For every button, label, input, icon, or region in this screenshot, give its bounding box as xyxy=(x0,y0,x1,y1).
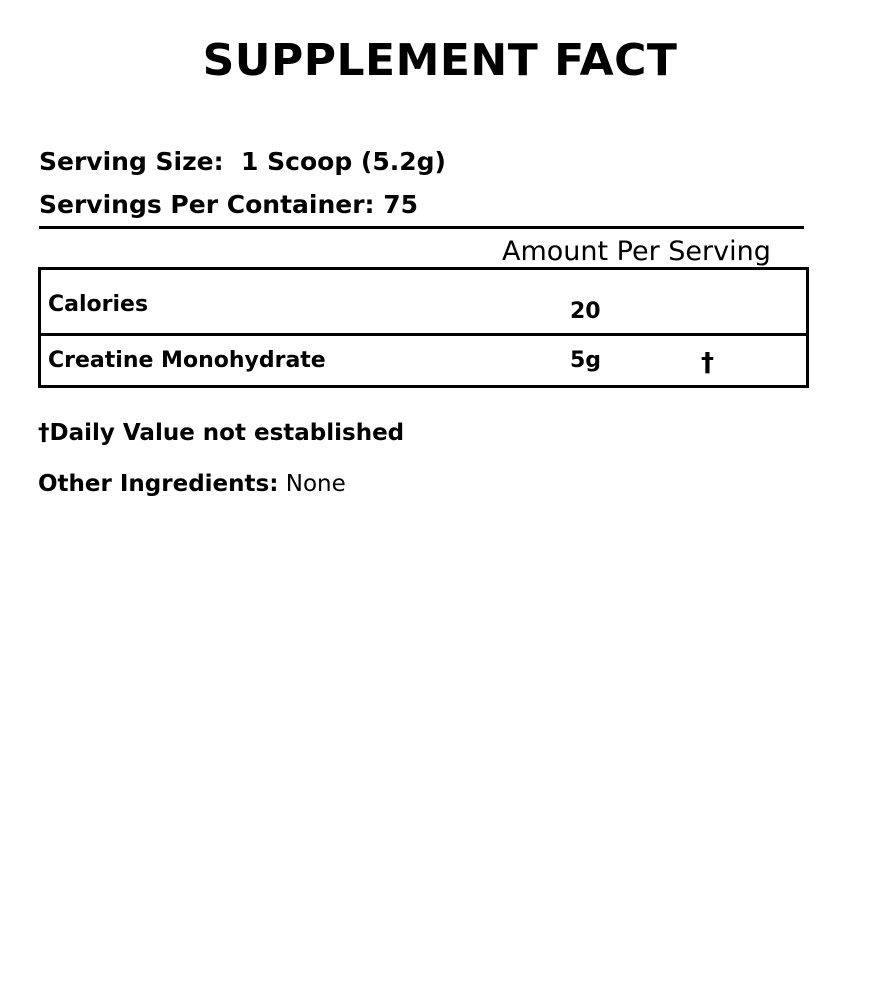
header-divider xyxy=(39,226,804,229)
serving-size: Serving Size: 1 Scoop (5.2g) xyxy=(39,147,446,176)
daily-value-footnote: †Daily Value not established xyxy=(38,420,405,446)
other-ingredients-label: Other Ingredients: xyxy=(38,471,279,497)
nutrient-name: Creatine Monohydrate xyxy=(48,348,326,373)
amount-per-serving-header: Amount Per Serving xyxy=(502,236,771,267)
other-ingredients-value: None xyxy=(285,471,346,497)
page-title: SUPPLEMENT FACT xyxy=(202,35,678,86)
table-row xyxy=(41,336,806,385)
table-row xyxy=(41,270,806,336)
daily-value-marker: † xyxy=(701,348,714,378)
nutrient-name: Calories xyxy=(48,292,149,317)
servings-per-container: Servings Per Container: 75 xyxy=(39,190,419,219)
other-ingredients xyxy=(38,469,346,499)
nutrient-amount: 20 xyxy=(570,299,601,324)
facts-table xyxy=(38,267,809,388)
nutrient-amount: 5g xyxy=(570,348,602,373)
